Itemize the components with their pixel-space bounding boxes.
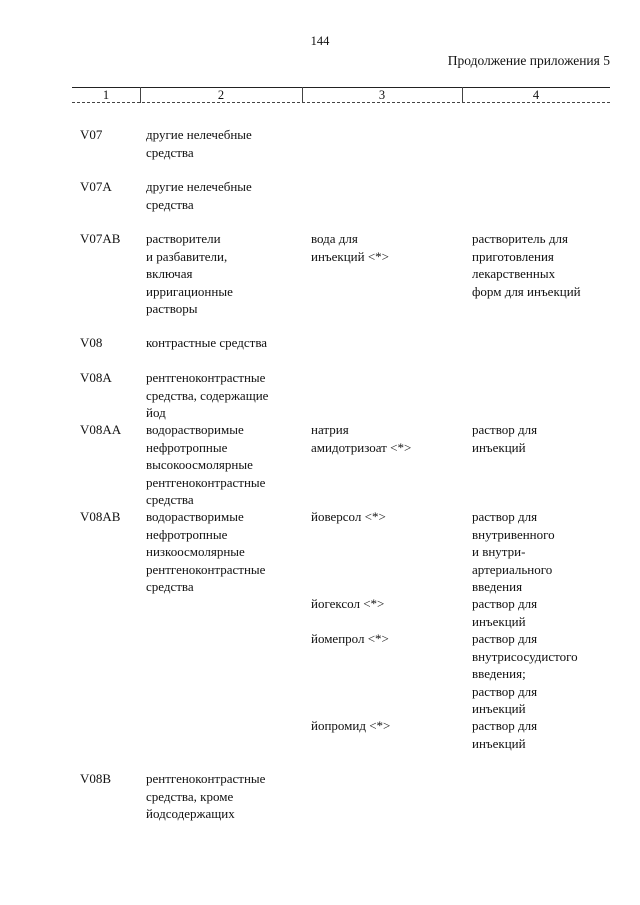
group-name: рентгеноконтрастные средства, кроме йодсодержащих <box>146 771 266 821</box>
atc-code: V07A <box>80 179 112 194</box>
atc-code: V08 <box>80 335 103 350</box>
dosage-form: раствор для внутрисосудистого введения; раствор для инъекций <box>472 631 578 716</box>
atc-code: V08A <box>80 370 112 385</box>
atc-code: V08AA <box>80 422 122 437</box>
page-number: 144 <box>310 34 330 48</box>
drug-name: йопромид <*> <box>311 718 391 733</box>
dosage-form: раствор для внутривенного и внутри- артериального введения <box>472 509 555 594</box>
group-name: водорастворимые нефротропные высокоосмолярные рентгеноконтрастные средства <box>146 422 266 507</box>
atc-code: V07AB <box>80 231 121 246</box>
group-name: другие нелечебные средства <box>146 127 252 160</box>
table-header <box>72 87 610 103</box>
atc-code: V07 <box>80 127 103 142</box>
dosage-form: раствор для инъекций <box>472 718 538 751</box>
header-bottom-rule <box>72 102 610 103</box>
atc-code: V08AB <box>80 509 121 524</box>
drug-name: вода для инъекций <*> <box>311 231 390 264</box>
group-name: водорастворимые нефротропные низкоосмолярные рентгеноконтрастные средства <box>146 509 266 594</box>
group-name: рентгеноконтрастные средства, содержащие йод <box>146 370 269 420</box>
group-name: контрастные средства <box>146 335 268 350</box>
drug-name: йоверсол <*> <box>311 509 386 524</box>
column-header-4: 4 <box>532 88 540 102</box>
column-header-2: 2 <box>217 88 225 102</box>
drug-name: йомепрол <*> <box>311 631 389 646</box>
drug-name: йогексол <*> <box>311 596 385 611</box>
group-name: растворители и разбавители, включая ирригационные растворы <box>146 231 233 316</box>
column-header-1: 1 <box>102 88 110 102</box>
atc-code: V08B <box>80 771 112 786</box>
drug-name: натрия амидотризоат <*> <box>311 422 412 455</box>
group-name: другие нелечебные средства <box>146 179 252 212</box>
dosage-form: растворитель для приготовления лекарственных форм для инъекций <box>472 231 581 299</box>
appendix-continuation-title: Продолжение приложения 5 <box>447 53 610 68</box>
dosage-form: раствор для инъекций <box>472 596 538 629</box>
column-header-3: 3 <box>378 88 386 102</box>
dosage-form: раствор для инъекций <box>472 422 538 455</box>
